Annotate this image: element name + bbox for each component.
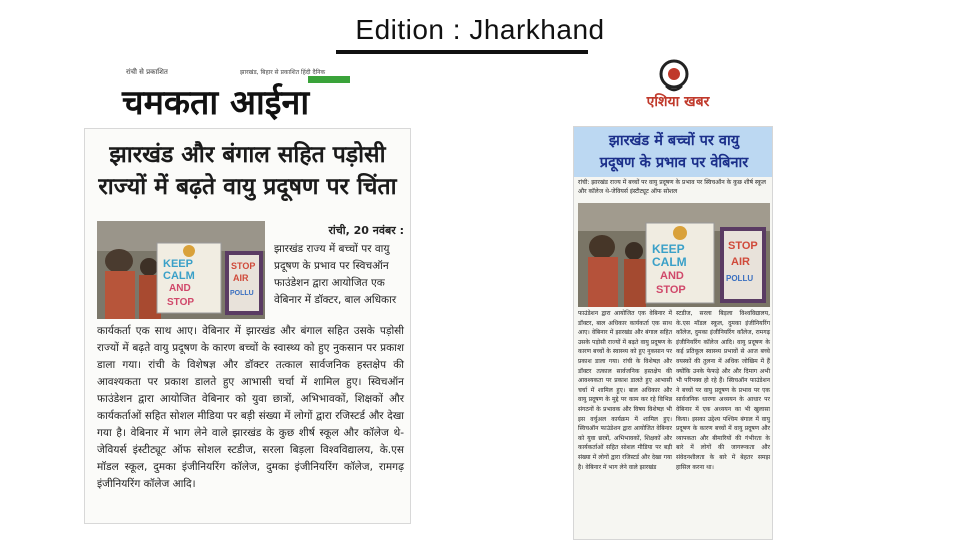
sign-calm-text: CALM	[163, 270, 195, 282]
masthead-title: चमकता आईना	[122, 83, 310, 123]
svg-text:CALM: CALM	[652, 255, 687, 269]
left-headline-line2: राज्यों में बढ़ते वायु प्रदूषण पर चिंता	[98, 173, 397, 200]
masthead-small-text: रांची से प्रकाशित	[126, 68, 168, 76]
svg-text:STOP: STOP	[656, 284, 686, 296]
svg-text:AIR: AIR	[233, 273, 249, 283]
right-headline	[574, 127, 773, 177]
svg-text:POLLU: POLLU	[230, 290, 254, 297]
protest-photo-illustration-right	[578, 203, 770, 307]
left-news-clipping	[84, 128, 411, 524]
left-headline-line1: झारखंड और बंगाल सहित पड़ोसी	[109, 141, 386, 168]
left-protest-photo	[97, 221, 265, 319]
right-column-b: स्टडीज, सरला बिड़ला विश्वविद्यालय, के.एस मॉडल स्कूल, दुमका इंजीनियरिंग कॉलेज, दुमका इंजीनियरिंग कॉलेज, रामगढ़ इंजीनियरिंग कॉलेज आदि। वायु प्रदूषण के कई प्रतिकूल स्वास्थ्य प्रभावों से आज बच्चे वयस्कों की तुलना में अधिक जोखिम में हैं क्योंकि उनके फेफड़े और और दिमाग अभी भी परिपक्व हो रहे हैं। स्विचऑन फाउंडेशन ने बच्चों पर वायु प्रदूषण के प्रभाव पर एक सार्वजनिक धारणा अध्ययन के आधार पर वेबिनार में एक अध्ययन का भी खुलासा किया। इसका उद्देश्य पश्चिम बंगाल में वायु प्रदूषण के कारण बच्चों में वायु प्रदूषण और व्यापकता और बीमारियों की गंभीरता के बारे में लोगों की जागरूकता और संवेदनशीलता के बारे में बेहतर समझ हासिल करना था।	[676, 310, 770, 471]
sign-keep-text: KEEP	[163, 258, 193, 270]
left-body-text: कार्यकर्ता एक साथ आए। वेबिनार में झारखंड और बंगाल सहित उसके पड़ोसी राज्यों में बढ़ते वायु प्रदूषण के कारण बच्चों के स्वास्थ्य को हुए नुकसान पर प्रकाश डाला गया। रांची के विशेषज्ञ और डॉक्टर तत्काल सार्वजनिक हस्तक्षेप की आवश्यकता पर प्रकाश डालते हुए आभासी चर्चा में शामिल हुए। स्विचऑन फाउंडेशन द्वारा आयोजित वेबिनार को युवा छात्रों, अभिभावकों, शिक्षकों और कार्यकर्ताओं सहित सोशल मीडिया पर बड़ी संख्या में लोगों द्वारा रजिस्टर्ड और देखा गया है। वेबिनार में भाग लेने वाले झारखंड के कुछ शीर्ष स्कूल और कॉलेज थे-जेवियर्स इंस्टीट्यूट ऑफ सोशल स्टडीज, सरला बिड़ला विश्वविद्यालय, के.एस मॉडल स्कूल, दुमका इंजीनियरिंग कॉलेज, दुमका इंजीनियरिंग कॉलेज, रामगढ़ इंजीनियरिंग कॉलेज आदि।	[97, 325, 404, 490]
svg-text:STOP: STOP	[728, 240, 758, 252]
sign-and-text: AND	[169, 283, 191, 294]
left-masthead	[122, 68, 352, 124]
right-news-clipping	[573, 126, 773, 540]
svg-text:POLLU: POLLU	[726, 274, 754, 283]
svg-text:STOP: STOP	[231, 261, 256, 271]
protest-photo-illustration	[97, 221, 265, 319]
right-headline-line2: प्रदूषण के प्रभाव पर वेबिनार	[599, 154, 749, 171]
edition-underline	[336, 50, 588, 54]
left-side-text: झारखंड राज्य में बच्चों पर वायु प्रदूषण के प्रभाव पर स्विचऑन फाउंडेशन द्वारा आयोजित एक वेबिनार में डॉक्टर, बाल अधिकार	[274, 243, 397, 306]
asia-khabar-logo-icon	[644, 58, 704, 94]
svg-text:AIR: AIR	[731, 256, 750, 268]
asia-khabar-name: एशिया खबर	[646, 94, 710, 110]
sign-stop-text: STOP	[167, 297, 195, 308]
right-headline-line1: झारखंड में बच्चों पर वायु	[608, 132, 740, 149]
svg-text:AND: AND	[660, 270, 684, 282]
right-column-a: फाउंडेशन द्वारा आयोजित एक वेबिनार में डॉक्टर, बाल अधिकार कार्यकर्ता एक साथ आए। वेबिनार में झारखंड और बंगाल सहित उसके पड़ोसी राज्यों में बढ़ते वायु प्रदूषण के कारण बच्चों के स्वास्थ्य को हुए नुकसान पर प्रकाश डाला गया। रांची के विशेषज्ञ और डॉक्टर तत्काल सार्वजनिक हस्तक्षेप की आवश्यकता पर प्रकाश डालते हुए आभासी चर्चा में शामिल हुए। बाल अधिकार और वायु प्रदूषण के मुद्दे पर काम कर रहे विभिन्न संगठनों के प्रभावक और विषय विशेषज्ञ भी इस वर्चुअल कार्यक्रम में शामिल हुए। स्विचऑन फाउंडेशन द्वारा आयोजित वेबिनार को युवा छात्रों, अभिभावकों, शिक्षकों और कार्यकर्ताओं सहित सोशल मीडिया पर बड़ी संख्या में लोगों द्वारा रजिस्टर्ड और देखा गया है। वेबिनार में भाग लेने वाले झारखंड	[578, 310, 672, 471]
right-protest-photo	[578, 203, 770, 307]
masthead-tagline: झारखंड, बिहार से प्रकाशित हिंदी दैनिक	[240, 69, 326, 76]
edition-title: Edition : Jharkhand	[355, 14, 605, 45]
svg-text:KEEP: KEEP	[652, 242, 685, 256]
masthead-green-bar	[308, 76, 350, 83]
left-dateline: रांची, 20 नवंबर :	[328, 224, 404, 237]
right-top-text: रांची: झारखंड राज्य में बच्चों पर वायु प्रदूषण के प्रभाव पर स्विचऑन के कुछ शीर्ष स्कूल और कॉलेज थे-जेवियर्स इंस्टीट्यूट ऑफ सोशल	[578, 179, 766, 195]
left-headline	[95, 139, 400, 203]
